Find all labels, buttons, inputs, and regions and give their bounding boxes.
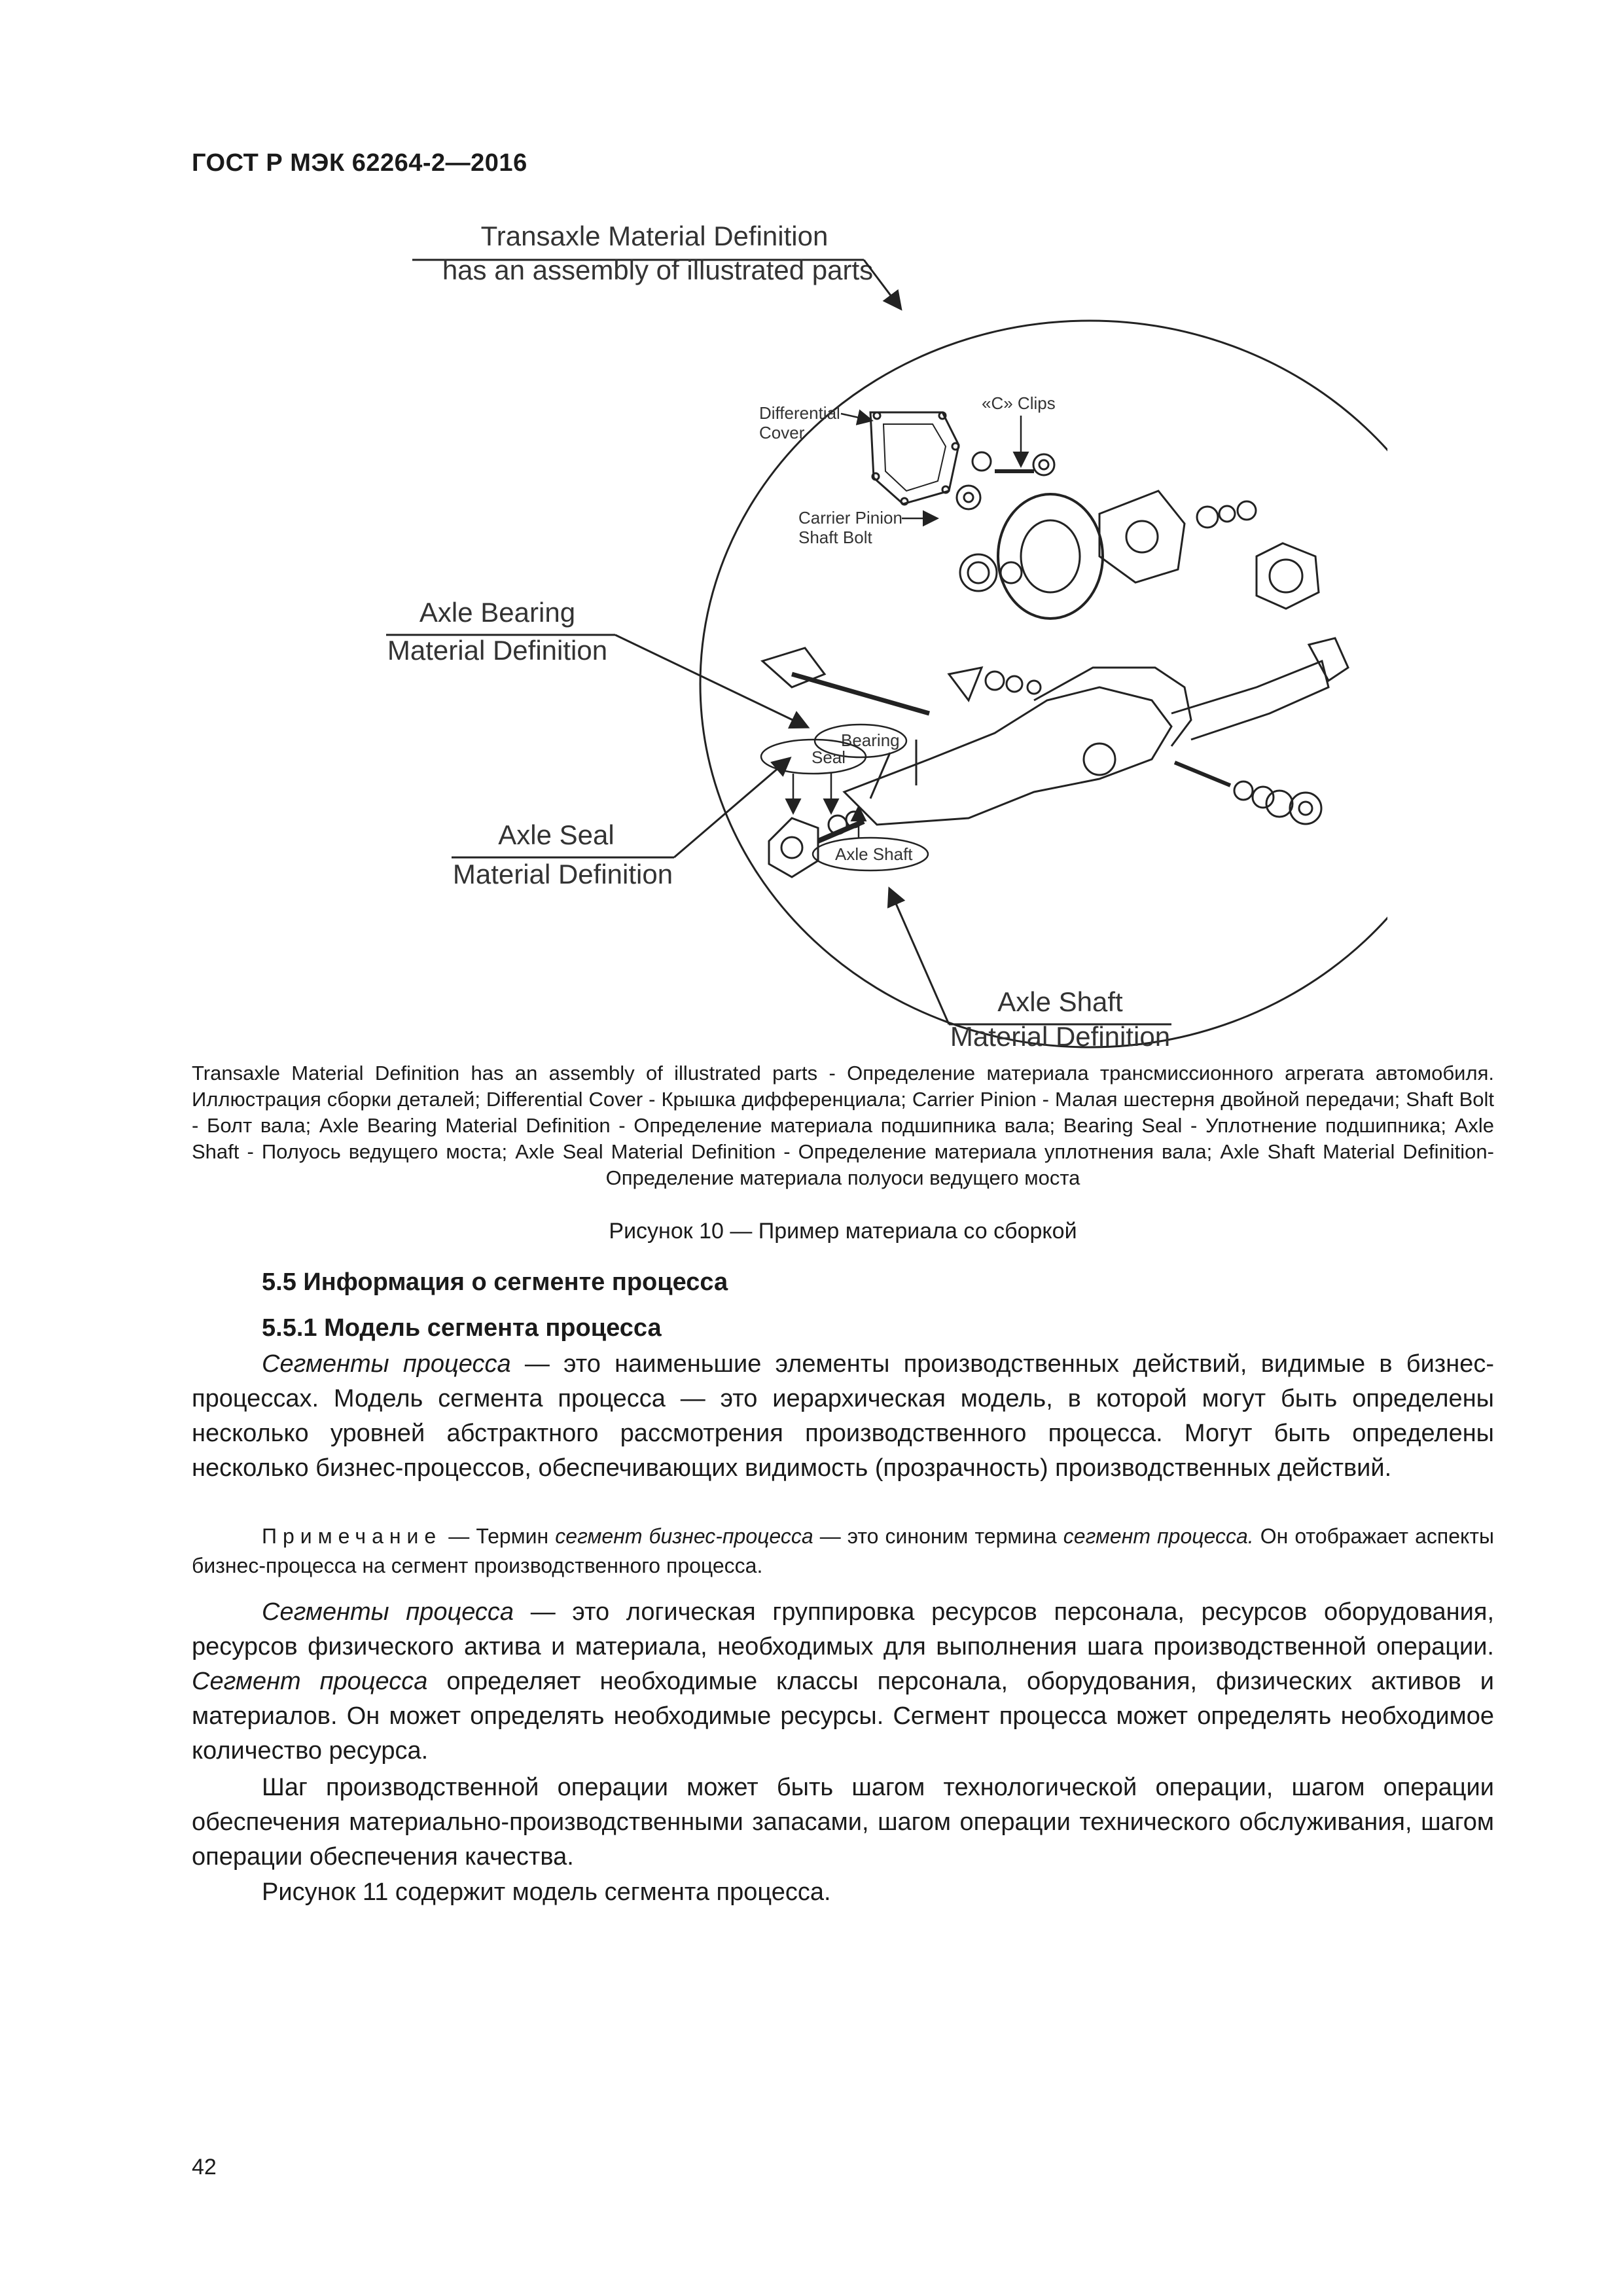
figure-caption: Transaxle Material Definition has an assembly of illustrated parts - Определение материала трансмиссионного агрегата автомобиля. Иллюстрация сборки деталей; Differential Cover - Крышка дифференциала; Carrier Pinion - Малая шестерня двойной передачи; Shaft Bolt - Болт вала; Axle Bearing Material Definition - Определение материала подшипника вала; Bearing Seal - Уплотнение подшипника; Axle Shaft - Полуось ведущего моста; Axle Seal Material Definition - Определение материала уплотнения вала; Axle Shaft Material Definition- Определение материала полуоси ведущего моста [192, 1062, 1494, 1189]
callout-axle-shaft: Axle Shaft [835, 844, 913, 864]
paragraph-1-text: — это наименьшие элементы производственных действий, видимые в бизнес-процессах. Модель сегмента процесса — это иерархическая модель, в которой могут быть определены несколько уровней абстрактного рассмотрения производственного процесса. Могут быть определены несколько бизнес-процессов, обеспечивающих видимость (прозрачность) производственных действий. [192, 1350, 1494, 1482]
note-text-2: — это синоним термина [813, 1524, 1063, 1548]
document-header: ГОСТ Р МЭК 62264-2—2016 [192, 149, 527, 177]
term-process-segments-2: Сегменты процесса [262, 1598, 514, 1626]
label-transaxle-line2: has an assembly of illustrated parts [442, 255, 874, 285]
paragraph-1 [192, 1347, 1494, 1486]
label-shaft-line2: Material Definition [950, 1021, 1171, 1052]
callout-c-clips: «C» Clips [982, 393, 1056, 413]
section-heading-5-5: 5.5 Информация о сегменте процесса [262, 1268, 728, 1296]
term-process-segments: Сегменты процесса [262, 1350, 511, 1378]
differential-cover-drawing [870, 412, 959, 505]
paragraph-2-text-1: — это логическая группировка ресурсов персонала, ресурсов оборудования, ресурсов физического актива и материала, необходимых для выполнения шага производственной операции. [192, 1598, 1495, 1660]
paragraph-4: Рисунок 11 содержит модель сегмента процесса. [262, 1878, 831, 1906]
label-transaxle-line1: Transaxle Material Definition [480, 221, 829, 251]
label-bearing-line2: Material Definition [387, 635, 608, 666]
callout-bearing: Bearing [841, 730, 900, 750]
section-heading-5-5-1: 5.5.1 Модель сегмента процесса [262, 1314, 662, 1342]
label-bearing-line1: Axle Bearing [419, 597, 576, 628]
page-number: 42 [192, 2155, 217, 2179]
paragraph-2-text-2: определяет необходимые классы персонала, оборудования, физических активов и материалов. Он может определять необходимые ресурсы. Сегмент процесса может определять необходимое количество ресурса. [192, 1668, 1494, 1765]
term-process-segment: Сегмент процесса [192, 1668, 428, 1695]
note-label: Примечание [262, 1524, 442, 1548]
gears-drawing [957, 452, 1319, 619]
paragraph-2 [192, 1595, 1494, 1768]
label-seal-line1: Axle Seal [498, 819, 615, 850]
note-term-2: сегмент процесса. [1063, 1524, 1254, 1548]
callout-differential-line1: Differential [759, 403, 840, 423]
label-seal-line2: Material Definition [452, 859, 673, 889]
paragraph-3: Шаг производственной операции может быть шагом технологической операции, шагом операции обеспечения материально-производственными запасами, шагом операции технического обслуживания, шагом операции обеспечения качества. [192, 1774, 1494, 1871]
label-shaft-line1: Axle Shaft [997, 986, 1123, 1017]
assembly-figure [366, 216, 1387, 1060]
figure-title: Рисунок 10 — Пример материала со сборкой [609, 1219, 1077, 1244]
callout-differential-line2: Cover [759, 423, 805, 442]
callout-pinion-line1: Carrier Pinion [798, 508, 902, 528]
note-text-1: — Термин [442, 1524, 556, 1548]
note-paragraph [192, 1522, 1494, 1581]
callout-pinion-line2: Shaft Bolt [798, 528, 872, 547]
note-text-3: Он отображает аспекты бизнес-процесса на сегмент производственного процесса. [192, 1524, 1495, 1577]
note-term-1: сегмент бизнес-процесса [555, 1524, 813, 1548]
callout-seal: Seal [812, 747, 846, 767]
